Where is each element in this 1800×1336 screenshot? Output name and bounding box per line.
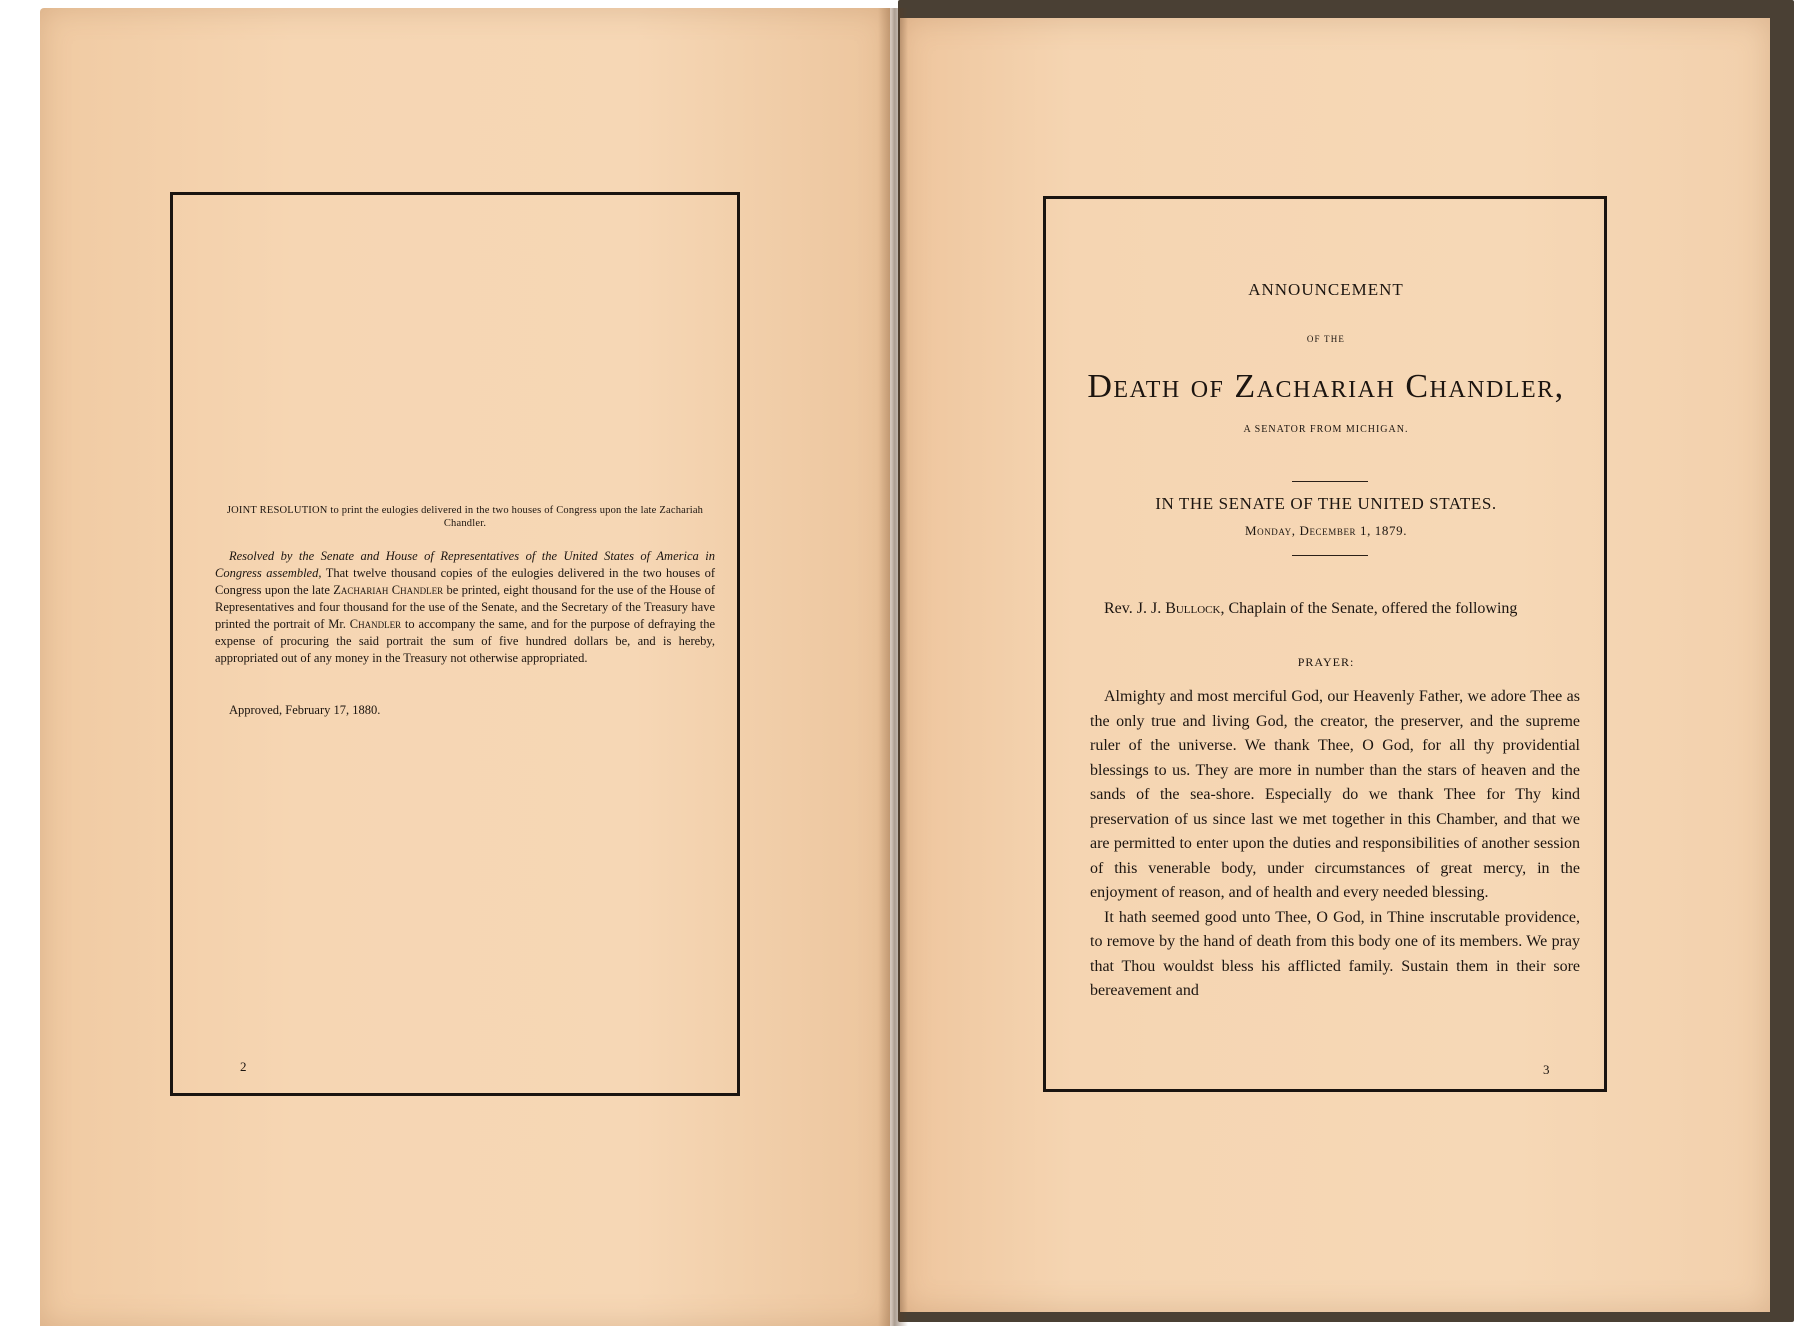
senator-line: A SENATOR FROM MICHIGAN.: [1243, 424, 1409, 435]
resolution-text-3: to accompany the same, and for the purpose of defraying the expense of procuring the said portrait the sum of five hundred dollars be, and is hereby, appropriated out of any money in the Treasury not otherwise appropriated.: [215, 617, 715, 665]
resolution-name-2: Chandler: [349, 617, 402, 631]
divider-rule-bottom: [1292, 555, 1368, 556]
resolved-clause: Resolved by the Senate and House of Representatives of the United States of America in Congress assembled,: [215, 549, 715, 580]
announcement-heading: ANNOUNCEMENT: [1248, 280, 1404, 299]
resolution-text-2: be printed, eight thousand for the use of the House of Representatives and four thousand for the use of the Senate, and the Secretary of the Treasury have printed the portrait of Mr.: [215, 583, 715, 631]
divider-rule-top: [1292, 481, 1368, 482]
death-title: Death of Zachariah Chandler,: [1087, 368, 1565, 405]
resolution-body: [215, 548, 715, 667]
page-number-left: 2: [240, 1059, 247, 1074]
chaplain-rest: , Chaplain of the Senate, offered the following: [1220, 600, 1518, 617]
book-gutter: [878, 8, 908, 1326]
page-number-right: 3: [1543, 1062, 1550, 1077]
resolution-heading: JOINT RESOLUTION to print the eulogies delivered in the two houses of Congress upon the late Zachariah Chandler.: [226, 505, 704, 529]
approved-date: Approved, February 17, 1880.: [229, 703, 381, 717]
of-the-line: OF THE: [1306, 334, 1346, 344]
prayer-paragraph: It hath seemed good unto Thee, O God, in Thine inscrutable providence, to remove by the hand of death from this body one of its members. We pray that Thou wouldst bless his afflicted family. Sustain them in their sore bereavement and: [1090, 908, 1580, 999]
prayer-body: [1090, 685, 1580, 1004]
senate-heading: IN THE SENATE OF THE UNITED STATES.: [1155, 494, 1497, 513]
resolution-name-1: Zachariah Chandler: [333, 583, 444, 597]
prayer-paragraph: Almighty and most merciful God, our Heavenly Father, we adore Thee as the only true and living God, the creator, the preserver, and the supreme ruler of the universe. We thank Thee, O God, for all thy providential blessings to us. They are more in number than the stars of heaven and the sands of the sea-shore. Especially do we thank Thee for Thy kind preservation of us since last we met together in this Chamber, and that we are permitted to enter upon the duties and responsibilities of another session of this venerable body, under circumstances of great mercy, in the enjoyment of reason, and of health and every needed blessing.: [1090, 688, 1580, 901]
chaplain-intro: [1090, 596, 1580, 621]
chaplain-name: Bullock: [1165, 600, 1221, 617]
session-date: Monday, December 1, 1879.: [1244, 523, 1408, 538]
chaplain-prefix: Rev. J. J.: [1104, 600, 1166, 617]
resolution-text-1: That twelve thousand copies of the eulogies delivered in the two houses of Congress upon the late: [215, 566, 715, 597]
prayer-heading: PRAYER:: [1297, 655, 1355, 669]
